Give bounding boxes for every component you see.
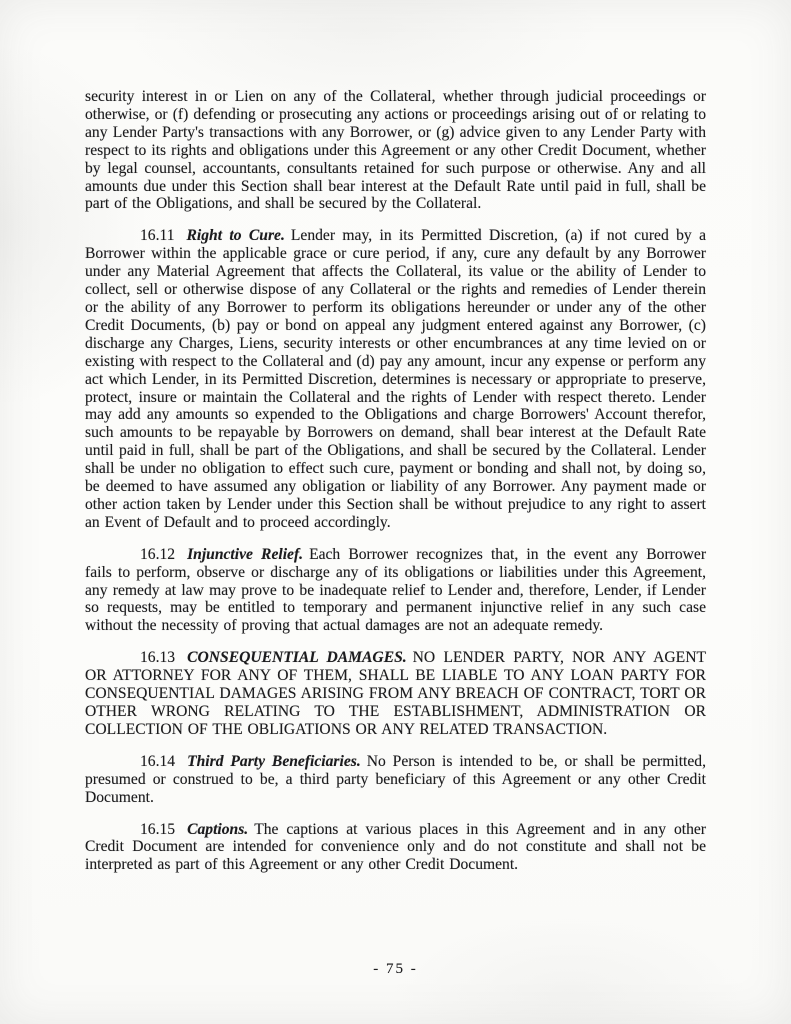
section-16-14 — [85, 753, 706, 807]
section-number: 16.11 — [140, 227, 175, 245]
section-body: The captions at various places in this Agreement and in any other Credit Document are intended for convenience only and do not constitute and shall not be interpreted as part of this Agreement or any other Credit Document. — [85, 820, 706, 874]
section-body: No Person is intended to be, or shall be permitted, presumed or construed to be, a third party beneficiary of this Agreement or any other Credit Document. — [85, 752, 706, 806]
section-title: Third Party Beneficiaries. — [187, 752, 361, 770]
section-body: NO LENDER PARTY, NOR ANY AGENT OR ATTORNEY FOR ANY OF THEM, SHALL BE LIABLE TO ANY LOAN PARTY FOR CONSEQUENTIAL DAMAGES ARISING FROM ANY BREACH OF CONTRACT, TORT OR OTHER WRONG RELATING TO THE ESTABLISHMENT, ADMINISTRATION OR COLLECTION OF THE OBLIGATIONS OR ANY RELATED TRANSACTION. — [85, 649, 706, 738]
section-number: 16.14 — [140, 752, 176, 770]
section-title: Injunctive Relief. — [187, 545, 304, 563]
page-body — [85, 88, 706, 888]
section-title: Right to Cure. — [186, 227, 285, 245]
section-title: CONSEQUENTIAL DAMAGES. — [187, 649, 407, 667]
section-16-11 — [85, 227, 706, 531]
page-number: - 75 - — [373, 961, 418, 977]
section-number: 16.15 — [140, 820, 176, 838]
section-16-15 — [85, 821, 706, 875]
section-body: Each Borrower recognizes that, in the event any Borrower fails to perform, observe or discharge any of its obligations or liabilities under this Agreement, any remedy at law may prove to be inadequate relief to Lender and, therefore, Lender, if Lender so requests, may be entitled to temporary and permanent injunctive relief in any such case without the necessity of proving that actual damages are not an adequate remedy. — [85, 545, 707, 635]
section-title: Captions. — [187, 820, 249, 838]
section-16-13 — [85, 649, 706, 739]
continuation-paragraph: security interest in or Lien on any of the Collateral, whether through judicial proceedings or otherwise, or (f) defending or prosecuting any actions or proceedings arising out of or relating to any Lender Party's transactions with any Borrower, or (g) advice given to any Lender Party with respect to its rights and obligations under this Agreement or any other Credit Document, whether by legal counsel, accountants, consultants retained for such purpose or otherwise. Any and all amounts due under this Section shall bear interest at the Default Rate until paid in full, shall be part of the Obligations, and shall be secured by the Collateral. — [85, 88, 706, 213]
section-number: 16.13 — [140, 649, 176, 667]
section-number: 16.12 — [140, 545, 176, 563]
section-body: Lender may, in its Permitted Discretion, (a) if not cured by a Borrower within the applicable grace or cure period, if any, cure any default by any Borrower under any Material Agreement that affects the Collateral, its value or the ability of Lender to collect, sell or otherwise dispose of any Collateral or the rights and remedies of Lender therein or the ability of any Borrower to perform its obligations hereunder or under any of the other Credit Documents, (b) pay or bond on appeal any judgment entered against any Borrower, (c) discharge any Charges, Liens, security interests or other encumbrances at any time levied on or existing with respect to the Collateral and (d) pay any amount, incur any expense or perform any act which Lender, in its Permitted Discretion, determines is necessary or appropriate to preserve, protect, insure or maintain the Collateral and the rights of Lender with respect thereto. Lender may add any amounts so expended to the Obligations and charge Borrowers' Account therefor, such amounts to be repayable by Borrowers on demand, shall bear interest at the Default Rate until paid in full, shall be part of the Obligations, and shall be secured by the Collateral. Lender shall be under no obligation to effect such cure, payment or bonding and shall not, by doing so, be deemed to have assumed any obligation or liability of any Borrower. Any payment made or other action taken by Lender under this Section shall be without prejudice to any right to assert an Event of Default and to proceed accordingly. — [85, 227, 706, 531]
section-16-12 — [85, 546, 706, 636]
